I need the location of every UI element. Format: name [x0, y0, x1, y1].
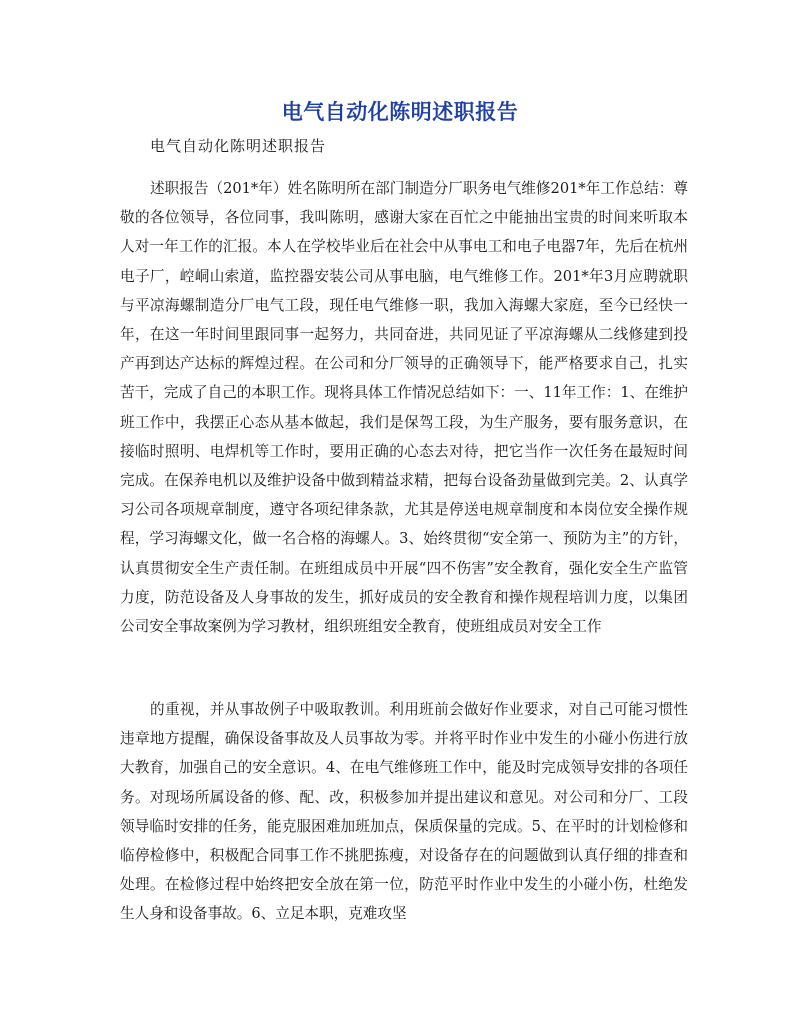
- body-paragraph-1: 述职报告（201*年）姓名陈明所在部门制造分厂职务电气维修201*年工作总结：尊敬的各位领导，各位同事，我叫陈明，感谢大家在百忙之中能抽出宝贵的时间来听取本人对一年工作的汇报。本人在学校毕业后在社会中从事电工和电子电器7年，先后在杭州电子厂，崆峒山索道，监控器安装公司从事电脑，电气维修工作。201*年3月应聘就职与平凉海螺制造分厂电气工段，现任电气维修一职，我加入海螺大家庭，至今已经快一年，在这一年时间里跟同事一起努力，共同奋进，共同见证了平凉海螺从二线修建到投产再到达产达标的辉煌过程。在公司和分厂领导的正确领导下，能严格要求自己，扎实苦干，完成了自己的本职工作。现将具体工作情况总结如下：一、11年工作：1、在维护班工作中，我摆正心态从基本做起，我们是保驾工段，为生产服务，要有服务意识，在接临时照明、电焊机等工作时，要用正确的心态去对待，把它当作一次任务在最短时间完成。在保养电机以及维护设备中做到精益求精，把每台设备劲量做到完美。2、认真学习公司各项规章制度，遵守各项纪律条款，尤其是停送电规章制度和本岗位安全操作规程，学习海螺文化，做一名合格的海螺人。3、始终贯彻“安全第一、预防为主”的方针，认真贯彻安全生产责任制。在班组成员中开展“四不伤害”安全教育，强化安全生产监管力度，防范设备及人身事故的发生，抓好成员的安全教育和操作规程培训力度，以集团公司安全事故案例为学习教材，组织班组安全教育，使班组成员对安全工作: [120, 180, 688, 636]
- document-subtitle: 电气自动化陈明述职报告: [150, 137, 327, 155]
- document-title: 电气自动化陈明述职报告: [281, 100, 519, 124]
- body-paragraph-2: 的重视，并从事故例子中吸取教训。利用班前会做好作业要求，对自己可能习惯性违章地方提醒，确保设备事故及人员事故为零。并将平时作业中发生的小碰小伤进行放大教育，加强自己的安全意识。4、在电气维修班工作中，能及时完成领导安排的各项任务。对现场所属设备的修、配、改，积极参加并提出建议和意见。对公司和分厂、工段领导临时安排的任务，能克服困难加班加点，保质保量的完成。5、在平时的计划检修和临停检修中，积极配合同事工作不挑肥拣瘦，对设备存在的问题做到认真仔细的排查和处理。在检修过程中始终把安全放在第一位，防范平时作业中发生的小碰小伤，杜绝发生人身和设备事故。6、立足本职，克难攻坚: [120, 701, 688, 923]
